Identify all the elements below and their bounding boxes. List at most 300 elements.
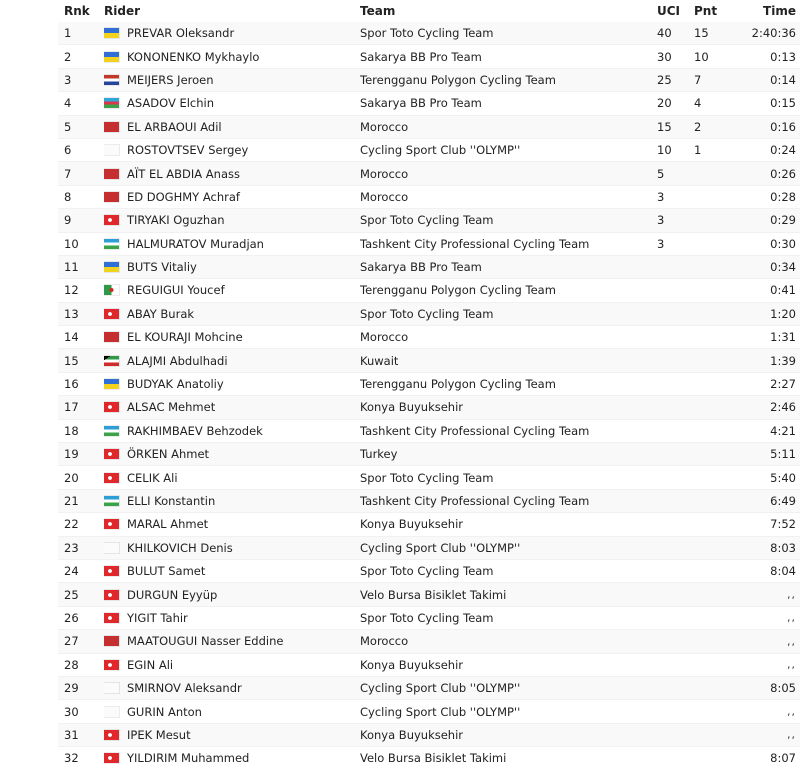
rider-cell bbox=[104, 22, 360, 45]
rank-cell: 10 bbox=[58, 232, 104, 255]
rider-cell bbox=[104, 630, 360, 653]
rider-name-link[interactable]: KONONENKO Mykhaylo bbox=[127, 49, 260, 64]
country-flag-icon bbox=[104, 707, 119, 717]
table-row bbox=[58, 419, 800, 442]
team-name-link[interactable]: Konya Buyuksehir bbox=[360, 657, 464, 672]
time-cell: 1:20 bbox=[736, 302, 800, 325]
table-header bbox=[58, 0, 800, 22]
rider-cell bbox=[104, 162, 360, 185]
rider-name-link[interactable]: BUDYAK Anatoliy bbox=[127, 377, 224, 392]
header-time[interactable]: Time bbox=[763, 4, 796, 18]
table-row bbox=[58, 22, 800, 45]
rider-name-link[interactable]: ABAY Burak bbox=[127, 306, 195, 321]
table-row bbox=[58, 162, 800, 185]
uci-points-cell bbox=[657, 489, 694, 512]
team-name-link[interactable]: Tashkent City Professional Cycling Team bbox=[360, 423, 590, 438]
country-flag-icon bbox=[104, 285, 119, 295]
uci-points-cell bbox=[657, 676, 694, 699]
team-name-link[interactable]: Spor Toto Cycling Team bbox=[360, 610, 494, 625]
country-flag-icon bbox=[104, 239, 119, 249]
uci-points-cell: 3 bbox=[657, 232, 694, 255]
time-cell: 5:11 bbox=[736, 443, 800, 466]
rank-cell: 12 bbox=[58, 279, 104, 302]
time-cell: ,, bbox=[736, 583, 800, 606]
team-cell bbox=[360, 372, 657, 395]
table-row bbox=[58, 232, 800, 255]
rider-cell bbox=[104, 443, 360, 466]
uci-points-cell: 20 bbox=[657, 92, 694, 115]
table-row bbox=[58, 255, 800, 278]
rider-name-link[interactable]: ELLI Konstantin bbox=[127, 494, 216, 508]
time-cell: 6:49 bbox=[736, 489, 800, 512]
points-cell bbox=[694, 583, 736, 606]
uci-points-cell: 5 bbox=[657, 162, 694, 185]
team-name-link[interactable]: Konya Buyuksehir bbox=[360, 727, 464, 742]
team-cell bbox=[360, 138, 657, 161]
rider-cell bbox=[104, 559, 360, 582]
table-row bbox=[58, 138, 800, 161]
team-cell bbox=[360, 606, 657, 629]
table-row bbox=[58, 92, 800, 115]
points-cell bbox=[694, 489, 736, 512]
rider-name-link[interactable]: BULUT Samet bbox=[127, 564, 206, 579]
uci-points-cell bbox=[657, 723, 694, 746]
country-flag-icon bbox=[104, 28, 119, 38]
rank-cell: 17 bbox=[58, 396, 104, 419]
time-cell: ,, bbox=[736, 723, 800, 746]
points-cell bbox=[694, 255, 736, 278]
time-cell: 7:52 bbox=[736, 513, 800, 536]
rank-cell: 9 bbox=[58, 209, 104, 232]
table-row bbox=[58, 302, 800, 325]
points-cell bbox=[694, 349, 736, 372]
rank-cell: 3 bbox=[58, 68, 104, 91]
time-cell: 0:28 bbox=[736, 185, 800, 208]
uci-points-cell bbox=[657, 396, 694, 419]
table-row bbox=[58, 723, 800, 746]
time-cell: 8:05 bbox=[736, 676, 800, 699]
time-cell: 1:31 bbox=[736, 326, 800, 349]
uci-points-cell bbox=[657, 349, 694, 372]
rider-cell bbox=[104, 279, 360, 302]
rider-name-link[interactable]: ÖRKEN Ahmet bbox=[127, 447, 210, 462]
team-cell bbox=[360, 326, 657, 349]
time-cell: 4:21 bbox=[736, 419, 800, 442]
table-row bbox=[58, 396, 800, 419]
country-flag-icon bbox=[104, 379, 119, 389]
team-name-link[interactable]: Sakarya BB Pro Team bbox=[360, 260, 482, 275]
country-flag-icon bbox=[104, 566, 119, 576]
table-row bbox=[58, 209, 800, 232]
rank-cell: 25 bbox=[58, 583, 104, 606]
points-cell: 4 bbox=[694, 92, 736, 115]
results-table-container bbox=[58, 0, 796, 770]
uci-points-cell bbox=[657, 326, 694, 349]
team-cell bbox=[360, 92, 657, 115]
header-row bbox=[58, 0, 800, 22]
uci-points-cell bbox=[657, 279, 694, 302]
header-points[interactable]: Pnt bbox=[694, 4, 718, 18]
rider-cell bbox=[104, 92, 360, 115]
points-cell bbox=[694, 536, 736, 559]
table-row bbox=[58, 443, 800, 466]
points-cell bbox=[694, 513, 736, 536]
rider-cell bbox=[104, 606, 360, 629]
team-name-link[interactable]: Turkey bbox=[360, 447, 398, 462]
points-cell bbox=[694, 443, 736, 466]
points-cell bbox=[694, 162, 736, 185]
team-name-link[interactable]: Tashkent City Professional Cycling Team bbox=[360, 236, 590, 251]
team-cell bbox=[360, 45, 657, 68]
rider-name-link[interactable]: RAKHIMBAEV Behzodek bbox=[127, 423, 263, 438]
country-flag-icon bbox=[104, 753, 119, 763]
team-name-link[interactable]: Tashkent City Professional Cycling Team bbox=[360, 494, 590, 508]
rider-name-link[interactable]: PREVAR Oleksandr bbox=[127, 26, 235, 41]
rider-name-link[interactable]: GURIN Anton bbox=[127, 704, 202, 719]
time-cell: 1:39 bbox=[736, 349, 800, 372]
rank-cell: 23 bbox=[58, 536, 104, 559]
country-flag-icon bbox=[104, 496, 119, 506]
team-name-link[interactable]: Morocco bbox=[360, 330, 409, 345]
points-cell bbox=[694, 653, 736, 676]
rank-cell: 5 bbox=[58, 115, 104, 138]
table-row bbox=[58, 349, 800, 372]
header-rank[interactable]: Rnk bbox=[64, 4, 90, 18]
table-row bbox=[58, 747, 800, 770]
country-flag-icon bbox=[104, 590, 119, 600]
rider-cell bbox=[104, 349, 360, 372]
team-name-link[interactable]: Cycling Sport Club ''OLYMP'' bbox=[360, 681, 521, 696]
uci-points-cell: 30 bbox=[657, 45, 694, 68]
rank-cell: 16 bbox=[58, 372, 104, 395]
points-cell bbox=[694, 419, 736, 442]
time-cell: 0:13 bbox=[736, 45, 800, 68]
points-cell bbox=[694, 630, 736, 653]
table-row bbox=[58, 115, 800, 138]
rider-name-link[interactable]: AÏT EL ABDIA Anass bbox=[127, 166, 240, 181]
rider-name-link[interactable]: SMIRNOV Aleksandr bbox=[127, 681, 242, 696]
uci-points-cell: 10 bbox=[657, 138, 694, 161]
rider-name-link[interactable]: MEIJERS Jeroen bbox=[127, 72, 214, 87]
rank-cell: 7 bbox=[58, 162, 104, 185]
header-uci[interactable]: UCI bbox=[657, 4, 681, 18]
team-name-link[interactable]: Sakarya BB Pro Team bbox=[360, 96, 482, 111]
rider-cell bbox=[104, 115, 360, 138]
team-cell bbox=[360, 419, 657, 442]
country-flag-icon bbox=[104, 449, 119, 459]
rank-cell: 29 bbox=[58, 676, 104, 699]
team-cell bbox=[360, 279, 657, 302]
country-flag-icon bbox=[104, 356, 119, 366]
rank-cell: 28 bbox=[58, 653, 104, 676]
table-row bbox=[58, 606, 800, 629]
time-cell: ,, bbox=[736, 700, 800, 723]
rider-cell bbox=[104, 700, 360, 723]
rider-name-link[interactable]: EL ARBAOUI Adil bbox=[127, 119, 222, 134]
rider-cell bbox=[104, 489, 360, 512]
rider-name-link[interactable]: ALAJMI Abdulhadi bbox=[127, 353, 228, 368]
table-row bbox=[58, 489, 800, 512]
team-cell bbox=[360, 68, 657, 91]
country-flag-icon bbox=[104, 613, 119, 623]
team-cell bbox=[360, 630, 657, 653]
country-flag-icon bbox=[104, 683, 119, 693]
time-cell: 8:07 bbox=[736, 747, 800, 770]
rider-cell bbox=[104, 68, 360, 91]
team-name-link[interactable]: Cycling Sport Club ''OLYMP'' bbox=[360, 143, 521, 158]
points-cell: 2 bbox=[694, 115, 736, 138]
rank-cell: 4 bbox=[58, 92, 104, 115]
team-name-link[interactable]: Terengganu Polygon Cycling Team bbox=[360, 377, 556, 392]
rider-name-link[interactable]: REGUIGUI Youcef bbox=[127, 283, 225, 298]
points-cell bbox=[694, 723, 736, 746]
team-name-link[interactable]: Morocco bbox=[360, 189, 409, 204]
rank-cell: 31 bbox=[58, 723, 104, 746]
rider-name-link[interactable]: ALSAC Mehmet bbox=[127, 400, 216, 415]
country-flag-icon bbox=[104, 636, 119, 646]
rank-cell: 2 bbox=[58, 45, 104, 68]
rider-name-link[interactable]: MAATOUGUI Nasser Eddine bbox=[127, 634, 284, 649]
team-name-link[interactable]: Spor Toto Cycling Team bbox=[360, 564, 494, 579]
points-cell bbox=[694, 676, 736, 699]
rider-cell bbox=[104, 676, 360, 699]
uci-points-cell: 3 bbox=[657, 185, 694, 208]
team-cell bbox=[360, 232, 657, 255]
team-cell bbox=[360, 583, 657, 606]
team-name-link[interactable]: Morocco bbox=[360, 166, 409, 181]
team-cell bbox=[360, 443, 657, 466]
points-cell bbox=[694, 466, 736, 489]
country-flag-icon bbox=[104, 122, 119, 132]
points-cell bbox=[694, 232, 736, 255]
country-flag-icon bbox=[104, 145, 119, 155]
uci-points-cell bbox=[657, 466, 694, 489]
country-flag-icon bbox=[104, 660, 119, 670]
rider-cell bbox=[104, 45, 360, 68]
rank-cell: 11 bbox=[58, 255, 104, 278]
rider-name-link[interactable]: KHILKOVICH Denis bbox=[127, 540, 233, 555]
rider-name-link[interactable]: DURGUN Eyyüp bbox=[127, 587, 218, 602]
table-row bbox=[58, 185, 800, 208]
team-name-link[interactable]: Spor Toto Cycling Team bbox=[360, 306, 494, 321]
table-row bbox=[58, 513, 800, 536]
team-name-link[interactable]: Kuwait bbox=[360, 353, 399, 368]
rider-name-link[interactable]: IPEK Mesut bbox=[127, 727, 191, 742]
team-name-link[interactable]: Konya Buyuksehir bbox=[360, 400, 464, 415]
points-cell bbox=[694, 606, 736, 629]
country-flag-icon bbox=[104, 75, 119, 85]
points-cell bbox=[694, 279, 736, 302]
team-cell bbox=[360, 513, 657, 536]
rider-cell bbox=[104, 536, 360, 559]
rider-cell bbox=[104, 583, 360, 606]
rider-name-link[interactable]: EGIN Ali bbox=[127, 657, 174, 672]
team-name-link[interactable]: Velo Bursa Bisiklet Takimi bbox=[360, 751, 507, 766]
rank-cell: 18 bbox=[58, 419, 104, 442]
time-cell: ,, bbox=[736, 630, 800, 653]
table-row bbox=[58, 700, 800, 723]
team-cell bbox=[360, 466, 657, 489]
uci-points-cell: 15 bbox=[657, 115, 694, 138]
country-flag-icon bbox=[104, 332, 119, 342]
table-row bbox=[58, 466, 800, 489]
rider-name-link[interactable]: TIRYAKI Oguzhan bbox=[127, 213, 225, 228]
header-rider[interactable]: Rider bbox=[104, 4, 140, 18]
rider-cell bbox=[104, 302, 360, 325]
uci-points-cell bbox=[657, 443, 694, 466]
uci-points-cell bbox=[657, 513, 694, 536]
points-cell bbox=[694, 396, 736, 419]
team-name-link[interactable]: Sakarya BB Pro Team bbox=[360, 49, 482, 64]
rider-name-link[interactable]: YIGIT Tahir bbox=[127, 610, 188, 625]
country-flag-icon bbox=[104, 192, 119, 202]
rank-cell: 19 bbox=[58, 443, 104, 466]
team-name-link[interactable]: Cycling Sport Club ''OLYMP'' bbox=[360, 704, 521, 719]
rank-cell: 8 bbox=[58, 185, 104, 208]
rider-name-link[interactable]: YILDIRIM Muhammed bbox=[127, 751, 250, 766]
results-table bbox=[58, 0, 800, 770]
points-cell bbox=[694, 185, 736, 208]
rider-cell bbox=[104, 232, 360, 255]
time-cell: 0:29 bbox=[736, 209, 800, 232]
rider-name-link[interactable]: CELIK Ali bbox=[127, 470, 178, 485]
rank-cell: 32 bbox=[58, 747, 104, 770]
points-cell: 15 bbox=[694, 22, 736, 45]
country-flag-icon bbox=[104, 98, 119, 108]
country-flag-icon bbox=[104, 473, 119, 483]
table-row bbox=[58, 559, 800, 582]
time-cell: 5:40 bbox=[736, 466, 800, 489]
points-cell bbox=[694, 326, 736, 349]
table-body bbox=[58, 22, 800, 770]
team-cell bbox=[360, 22, 657, 45]
rider-cell bbox=[104, 185, 360, 208]
rank-cell: 1 bbox=[58, 22, 104, 45]
points-cell bbox=[694, 700, 736, 723]
team-name-link[interactable]: Cycling Sport Club ''OLYMP'' bbox=[360, 540, 521, 555]
rank-cell: 27 bbox=[58, 630, 104, 653]
time-cell: 0:14 bbox=[736, 68, 800, 91]
time-cell: 0:15 bbox=[736, 92, 800, 115]
team-name-link[interactable]: Spor Toto Cycling Team bbox=[360, 213, 494, 228]
uci-points-cell bbox=[657, 302, 694, 325]
team-cell bbox=[360, 559, 657, 582]
time-cell: 2:40:36 bbox=[736, 22, 800, 45]
rank-cell: 24 bbox=[58, 559, 104, 582]
rider-cell bbox=[104, 372, 360, 395]
rider-name-link[interactable]: BUTS Vitaliy bbox=[127, 260, 197, 275]
team-cell bbox=[360, 676, 657, 699]
rank-cell: 6 bbox=[58, 138, 104, 161]
time-cell: 8:04 bbox=[736, 559, 800, 582]
rank-cell: 21 bbox=[58, 489, 104, 512]
table-row bbox=[58, 583, 800, 606]
rank-cell: 20 bbox=[58, 466, 104, 489]
team-cell bbox=[360, 396, 657, 419]
points-cell bbox=[694, 302, 736, 325]
uci-points-cell bbox=[657, 630, 694, 653]
table-row bbox=[58, 45, 800, 68]
table-row bbox=[58, 68, 800, 91]
country-flag-icon bbox=[104, 519, 119, 529]
team-name-link[interactable]: Spor Toto Cycling Team bbox=[360, 470, 494, 485]
country-flag-icon bbox=[104, 52, 119, 62]
country-flag-icon bbox=[104, 169, 119, 179]
country-flag-icon bbox=[104, 402, 119, 412]
time-cell: 2:27 bbox=[736, 372, 800, 395]
uci-points-cell bbox=[657, 255, 694, 278]
rank-cell: 30 bbox=[58, 700, 104, 723]
rider-cell bbox=[104, 723, 360, 746]
rider-name-link[interactable]: HALMURATOV Muradjan bbox=[127, 236, 264, 251]
rider-name-link[interactable]: MARAL Ahmet bbox=[127, 517, 209, 532]
uci-points-cell bbox=[657, 747, 694, 770]
team-cell bbox=[360, 209, 657, 232]
team-name-link[interactable]: Morocco bbox=[360, 634, 409, 649]
team-name-link[interactable]: Spor Toto Cycling Team bbox=[360, 26, 494, 41]
uci-points-cell bbox=[657, 606, 694, 629]
rider-name-link[interactable]: ROSTOVTSEV Sergey bbox=[127, 143, 249, 158]
points-cell: 7 bbox=[694, 68, 736, 91]
table-row bbox=[58, 676, 800, 699]
points-cell bbox=[694, 559, 736, 582]
uci-points-cell bbox=[657, 559, 694, 582]
team-cell bbox=[360, 255, 657, 278]
points-cell: 1 bbox=[694, 138, 736, 161]
team-cell bbox=[360, 536, 657, 559]
team-cell bbox=[360, 747, 657, 770]
country-flag-icon bbox=[104, 543, 119, 553]
country-flag-icon bbox=[104, 309, 119, 319]
uci-points-cell: 40 bbox=[657, 22, 694, 45]
team-name-link[interactable]: Velo Bursa Bisiklet Takimi bbox=[360, 587, 507, 602]
rider-name-link[interactable]: ED DOGHMY Achraf bbox=[127, 189, 240, 204]
country-flag-icon bbox=[104, 426, 119, 436]
time-cell: 0:24 bbox=[736, 138, 800, 161]
uci-points-cell bbox=[657, 536, 694, 559]
uci-points-cell: 25 bbox=[657, 68, 694, 91]
table-row bbox=[58, 372, 800, 395]
rider-cell bbox=[104, 209, 360, 232]
table-row bbox=[58, 653, 800, 676]
points-cell bbox=[694, 209, 736, 232]
time-cell: 0:16 bbox=[736, 115, 800, 138]
uci-points-cell bbox=[657, 583, 694, 606]
team-cell bbox=[360, 700, 657, 723]
team-name-link[interactable]: Morocco bbox=[360, 119, 409, 134]
rider-cell bbox=[104, 513, 360, 536]
rider-name-link[interactable]: ASADOV Elchin bbox=[127, 96, 215, 111]
team-name-link[interactable]: Konya Buyuksehir bbox=[360, 517, 464, 532]
rider-cell bbox=[104, 326, 360, 349]
rider-cell bbox=[104, 466, 360, 489]
rider-name-link[interactable]: EL KOURAJI Mohcine bbox=[127, 330, 243, 345]
time-cell: 2:46 bbox=[736, 396, 800, 419]
uci-points-cell bbox=[657, 372, 694, 395]
team-name-link[interactable]: Terengganu Polygon Cycling Team bbox=[360, 283, 556, 298]
header-team[interactable]: Team bbox=[360, 4, 396, 18]
team-name-link[interactable]: Terengganu Polygon Cycling Team bbox=[360, 72, 556, 87]
table-row bbox=[58, 630, 800, 653]
team-cell bbox=[360, 302, 657, 325]
uci-points-cell bbox=[657, 653, 694, 676]
rank-cell: 13 bbox=[58, 302, 104, 325]
rank-cell: 15 bbox=[58, 349, 104, 372]
rank-cell: 22 bbox=[58, 513, 104, 536]
uci-points-cell: 3 bbox=[657, 209, 694, 232]
time-cell: 0:30 bbox=[736, 232, 800, 255]
time-cell: 8:03 bbox=[736, 536, 800, 559]
